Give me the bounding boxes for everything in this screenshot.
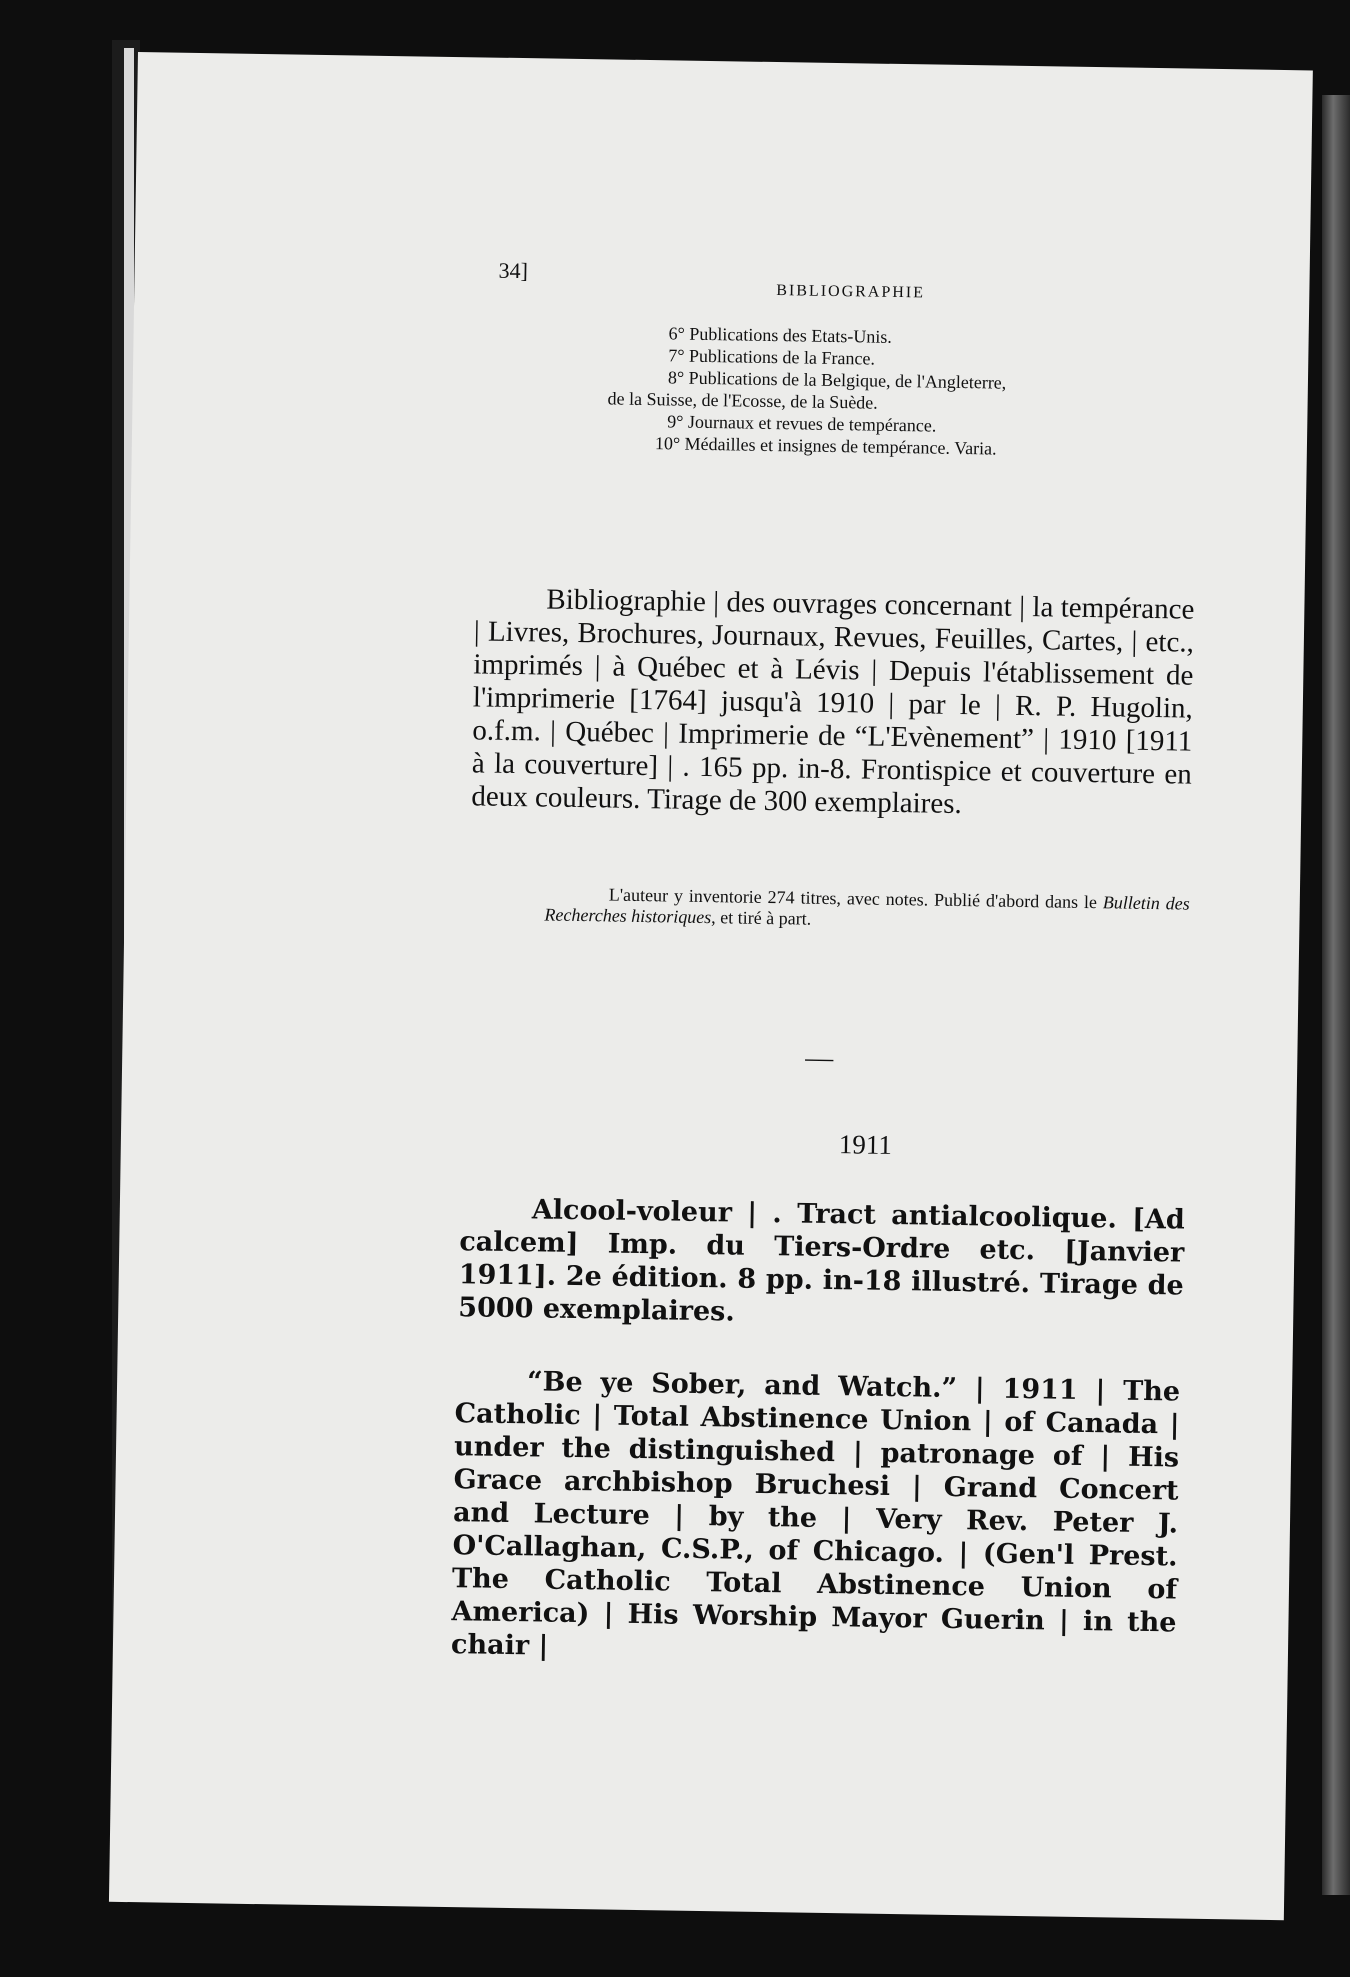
contents-item: 8° Publications de la Belgique, de l'Angleterre, — [667, 367, 1007, 393]
bibliography-entry — [451, 1364, 1181, 1672]
note-text — [544, 883, 1190, 935]
contents-item: 10° Médailles et insignes de tempérance. Varia. — [654, 433, 997, 459]
contents-item: 9° Journaux et revues de tempérance. — [667, 411, 937, 436]
contents-list — [607, 322, 1269, 463]
contents-item: 6° Publications des Etats-Unis. — [668, 323, 892, 347]
book-page — [109, 52, 1313, 1920]
year-heading: 1911 — [838, 1129, 893, 1160]
page-number: 34] — [498, 257, 529, 284]
entry-text: Alcool-voleur | . Tract antialcoolique. [Ad calcem] Imp. du Tiers-Ordre etc. [Janvier 1911]. 2e édition. 8 pp. in-18 illustré. Tirage de 5000 exemplaires. — [458, 1194, 1186, 1328]
entry-text: Bibliographie | des ouvrages concernant | la tempérance | Livres, Brochures, Journaux, Revues, Feuilles, Cartes, | etc., imprimés | à Québec et à Lévis | Depuis l'établissement de l'imprimerie [1764] jusqu'à 1910 | par le | R. P. Hugolin, o.f.m. | Québec | Imprimerie de “L'Evènement” | 1910 [1911 à la couverture] | . 165 pp. in-8. Frontispice et couverture en deux couleurs. Tirage de 300 exemplaires. — [471, 583, 1195, 821]
contents-item: 7° Publications de la France. — [668, 345, 876, 369]
entry-note — [544, 883, 1190, 935]
scan-right-edge — [1322, 95, 1350, 1895]
note-text-part: , et tiré à part. — [711, 907, 812, 929]
contents-item: de la Suisse, de l'Ecosse, de la Suède. — [607, 388, 878, 413]
running-head: BIBLIOGRAPHIE — [776, 282, 926, 302]
bibliography-entry — [471, 582, 1195, 824]
section-separator: — — [805, 1042, 834, 1075]
note-italic-title: Bulletin des Recherches historiques — [544, 892, 1190, 928]
note-text-part: L'auteur y inventorie 274 titres, avec notes. Publié d'abord dans le — [608, 884, 1104, 913]
bibliography-entry — [458, 1192, 1185, 1335]
entry-text: “Be ye Sober, and Watch.” | 1911 | The Catholic | Total Abstinence Union | of Canada | under the distinguished | patronage of | His Grace archbishop Bruchesi | Grand Concert and Lecture | by the | Very Rev. Peter J. O'Callaghan, C.S.P., of Chicago. | (Gen'l Prest. The Catholic Total Abstinence Union of America) | His Worship Mayor Guerin | in the chair | — [450, 1366, 1181, 1662]
